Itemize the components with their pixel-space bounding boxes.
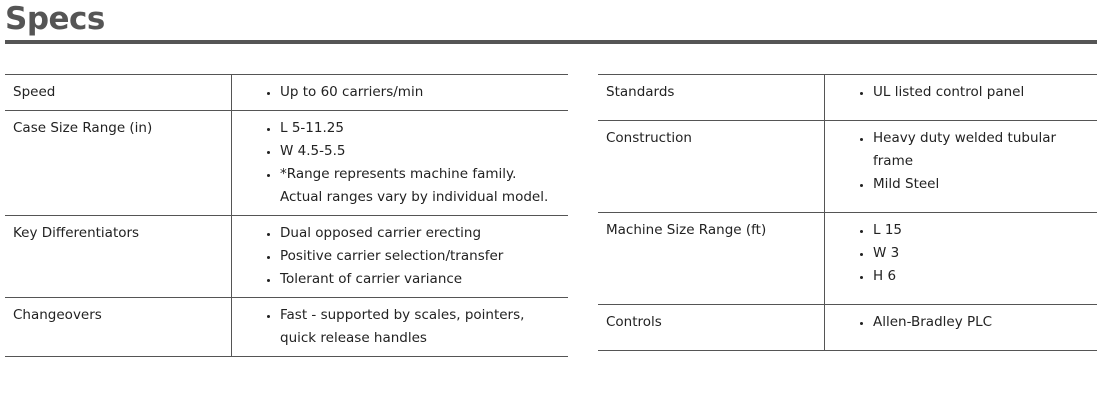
spec-label: Case Size Range (in) [5, 111, 232, 216]
spec-row [5, 298, 568, 357]
spec-label: Speed [5, 75, 232, 111]
spec-value-list [833, 219, 1089, 288]
spec-value-cell [232, 75, 569, 111]
spec-label: Controls [598, 305, 825, 351]
specs-table-left [5, 74, 568, 357]
spec-value-item: • H 6 [873, 265, 1089, 288]
spec-value-cell [825, 75, 1097, 121]
spec-value-list [833, 81, 1089, 104]
spec-value-list [240, 117, 560, 209]
spec-value-item: • Up to 60 carriers/min [280, 81, 560, 104]
spec-value-list [833, 127, 1089, 196]
spec-value-cell [232, 111, 569, 216]
spec-label: Construction [598, 121, 825, 213]
spec-label: Changeovers [5, 298, 232, 357]
spec-value-item: • Allen-Bradley PLC [873, 311, 1089, 334]
spec-value-list [833, 311, 1089, 334]
spec-row [5, 216, 568, 298]
spec-row [598, 75, 1097, 121]
spec-value-item: • W 3 [873, 242, 1089, 265]
specs-table-right [598, 74, 1097, 351]
spec-row [598, 121, 1097, 213]
spec-row [5, 75, 568, 111]
spec-value-cell [232, 298, 569, 357]
spec-value-list [240, 222, 560, 291]
title-divider [5, 40, 1097, 44]
spec-value-cell [825, 121, 1097, 213]
spec-value-list [240, 81, 560, 104]
spec-value-cell [825, 305, 1097, 351]
spec-value-item: • L 5-11.25 [280, 117, 560, 140]
spec-value-item: • Heavy duty welded tubular frame [873, 127, 1089, 173]
specs-table-left-body [5, 75, 568, 357]
spec-value-list [240, 304, 560, 350]
spec-value-item: • L 15 [873, 219, 1089, 242]
spec-value-item: • Tolerant of carrier variance [280, 268, 560, 291]
page-title: Specs [5, 1, 105, 37]
spec-value-item: • *Range represents machine family. Actual ranges vary by individual model. [280, 163, 560, 209]
spec-value-item: • Fast - supported by scales, pointers, quick release handles [280, 304, 560, 350]
spec-value-item: • UL listed control panel [873, 81, 1089, 104]
spec-row [598, 305, 1097, 351]
spec-label: Machine Size Range (ft) [598, 213, 825, 305]
spec-value-item: • Positive carrier selection/transfer [280, 245, 560, 268]
spec-value-item: • Mild Steel [873, 173, 1089, 196]
spec-value-cell [825, 213, 1097, 305]
spec-value-item: • W 4.5-5.5 [280, 140, 560, 163]
spec-label: Standards [598, 75, 825, 121]
specs-table-right-body [598, 75, 1097, 351]
spec-value-cell [232, 216, 569, 298]
spec-row [5, 111, 568, 216]
spec-label: Key Differentiators [5, 216, 232, 298]
spec-value-item: • Dual opposed carrier erecting [280, 222, 560, 245]
spec-row [598, 213, 1097, 305]
